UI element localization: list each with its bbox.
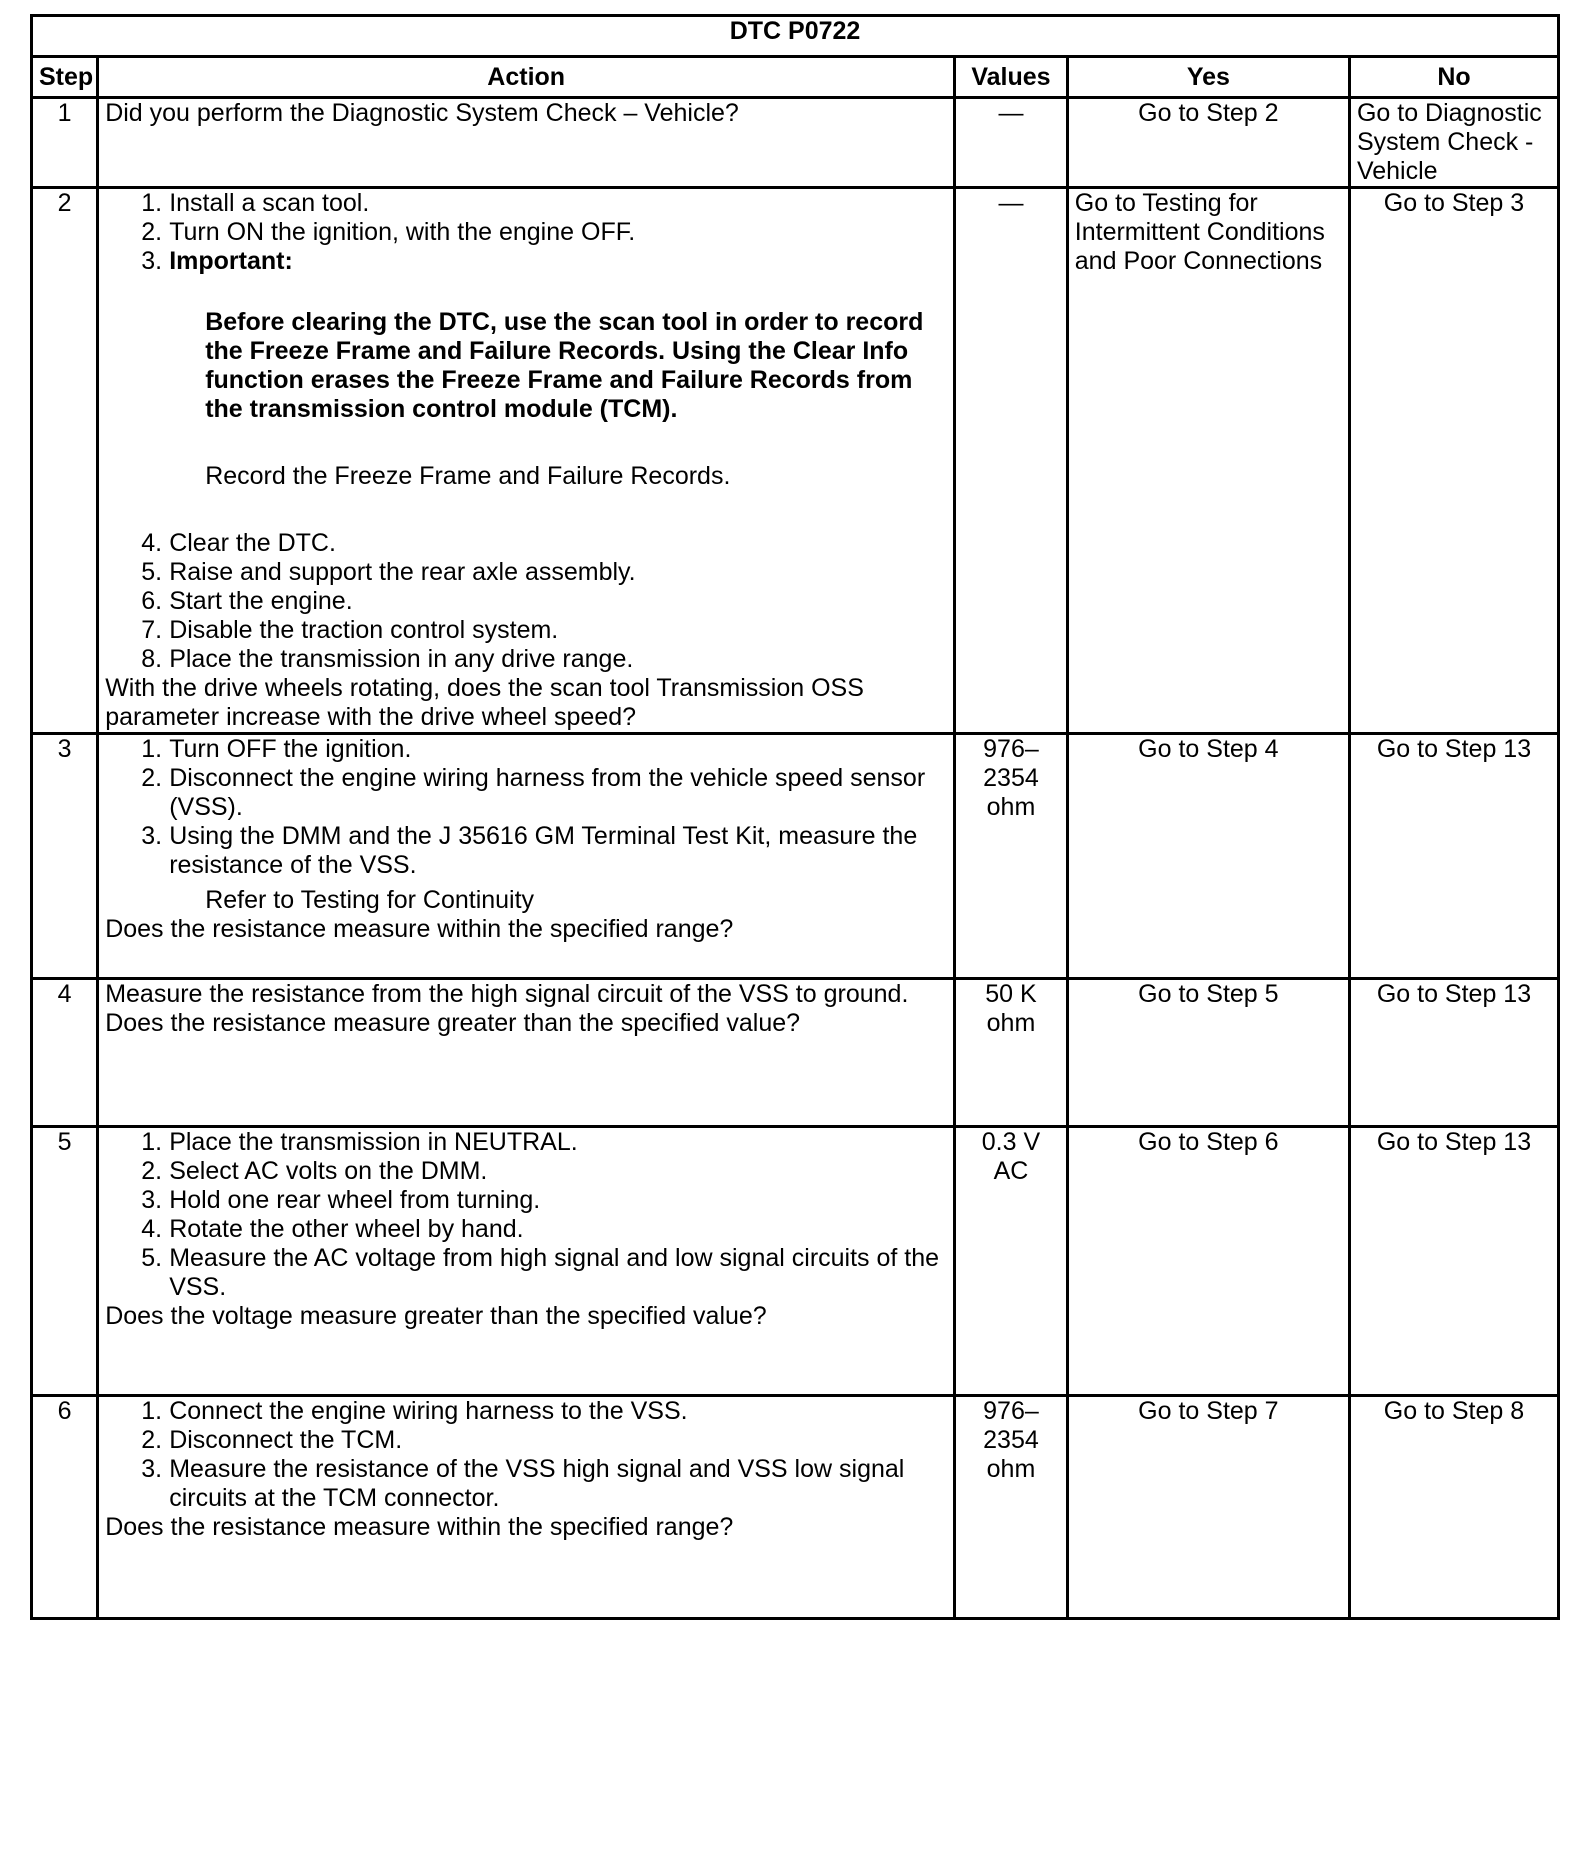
- record-instruction: Record the Freeze Frame and Failure Records.: [205, 462, 731, 490]
- list-item: 7. Disable the traction control system.: [141, 616, 559, 644]
- column-header-action: Action: [98, 57, 955, 98]
- table-row-step-4: [32, 979, 1559, 1127]
- important-note: Before clearing the DTC, use the scan tool in order to record the Freeze Frame and Failure Records. Using the Clear Info function erases the Freeze Frame and Failure Records from the transmission control module (TCM).: [205, 308, 924, 423]
- value-cell: 50 K ohm: [955, 979, 1068, 1127]
- list-item: 4. Rotate the other wheel by hand.: [141, 1215, 524, 1243]
- step-number: 4: [32, 979, 98, 1127]
- yes-cell: Go to Step 4: [1067, 734, 1349, 979]
- list-item: 5. Raise and support the rear axle assembly.: [141, 558, 636, 586]
- action-cell: [98, 1396, 955, 1619]
- action-question: Does the resistance measure greater than the specified value?: [105, 1009, 801, 1037]
- action-steps-list: [105, 1397, 947, 1513]
- list-item: 5. Measure the AC voltage from high signal and low signal circuits of the VSS.: [141, 1244, 940, 1301]
- no-cell: Go to Step 13: [1349, 734, 1558, 979]
- list-item: 1. Connect the engine wiring harness to the VSS.: [141, 1397, 688, 1425]
- list-item: 4. Clear the DTC.: [141, 529, 336, 557]
- list-item: 2. Disconnect the engine wiring harness from the vehicle speed sensor (VSS).: [141, 764, 926, 821]
- list-item: 1. Place the transmission in NEUTRAL.: [141, 1128, 578, 1156]
- value-cell: —: [955, 188, 1068, 734]
- no-cell: Go to Step 8: [1349, 1396, 1558, 1619]
- step-number: 6: [32, 1396, 98, 1619]
- table-row-step-5: [32, 1127, 1559, 1396]
- action-cell: [98, 1127, 955, 1396]
- yes-cell: Go to Step 7: [1067, 1396, 1349, 1619]
- step-number: 1: [32, 98, 98, 188]
- action-cell: [98, 979, 955, 1127]
- action-text: Measure the resistance from the high signal circuit of the VSS to ground.: [105, 980, 909, 1008]
- list-item: 2. Turn ON the ignition, with the engine OFF.: [141, 218, 636, 246]
- action-question: Does the voltage measure greater than the specified value?: [105, 1302, 767, 1330]
- no-cell: Go to Step 13: [1349, 1127, 1558, 1396]
- action-steps-list: [105, 189, 947, 276]
- list-item: 2. Disconnect the TCM.: [141, 1426, 403, 1454]
- table-row-step-2: [32, 188, 1559, 734]
- action-steps-list: [105, 735, 947, 880]
- list-item: 2. Select AC volts on the DMM.: [141, 1157, 488, 1185]
- no-cell: Go to Diagnostic System Check - Vehicle: [1349, 98, 1558, 188]
- table-title: DTC P0722: [32, 16, 1559, 57]
- step-number: 5: [32, 1127, 98, 1396]
- list-item: 3. Hold one rear wheel from turning.: [141, 1186, 541, 1214]
- column-header-yes: Yes: [1067, 57, 1349, 98]
- value-cell: 976–2354 ohm: [955, 734, 1068, 979]
- column-header-values: Values: [955, 57, 1068, 98]
- action-cell: [98, 734, 955, 979]
- step-number: 3: [32, 734, 98, 979]
- list-item: 1. Turn OFF the ignition.: [141, 735, 412, 763]
- no-cell: Go to Step 13: [1349, 979, 1558, 1127]
- value-cell: —: [955, 98, 1068, 188]
- dtc-table: [30, 14, 1560, 1620]
- value-cell: 0.3 V AC: [955, 1127, 1068, 1396]
- no-cell: Go to Step 3: [1349, 188, 1558, 734]
- action-steps-list: [105, 1128, 947, 1302]
- yes-cell: Go to Step 2: [1067, 98, 1349, 188]
- yes-cell: Go to Testing for Intermittent Conditions and Poor Connections: [1067, 188, 1349, 734]
- list-item: 3. Important:: [141, 247, 293, 275]
- action-question: Does the resistance measure within the specified range?: [105, 1513, 734, 1541]
- action-cell: [98, 188, 955, 734]
- column-header-no: No: [1349, 57, 1558, 98]
- action-cell: Did you perform the Diagnostic System Check – Vehicle?: [98, 98, 955, 188]
- list-item: 3. Measure the resistance of the VSS high signal and VSS low signal circuits at the TCM connector.: [141, 1455, 905, 1512]
- refer-link-text: Refer to Testing for Continuity: [205, 886, 535, 914]
- list-item: 6. Start the engine.: [141, 587, 353, 615]
- value-cell: 976–2354 ohm: [955, 1396, 1068, 1619]
- column-header-row: [32, 57, 1559, 98]
- action-question: With the drive wheels rotating, does the scan tool Transmission OSS parameter increase with the drive wheel speed?: [105, 674, 864, 731]
- list-item: 1. Install a scan tool.: [141, 189, 370, 217]
- table-row-step-3: [32, 734, 1559, 979]
- yes-cell: Go to Step 6: [1067, 1127, 1349, 1396]
- table-row-step-1: [32, 98, 1559, 188]
- step-number: 2: [32, 188, 98, 734]
- yes-cell: Go to Step 5: [1067, 979, 1349, 1127]
- action-steps-list: [105, 529, 947, 674]
- column-header-step: Step: [32, 57, 98, 98]
- table-row-step-6: [32, 1396, 1559, 1619]
- list-item: 8. Place the transmission in any drive range.: [141, 645, 634, 673]
- action-question: Does the resistance measure within the specified range?: [105, 915, 734, 943]
- list-item: 3. Using the DMM and the J 35616 GM Terminal Test Kit, measure the resistance of the VSS.: [141, 822, 918, 879]
